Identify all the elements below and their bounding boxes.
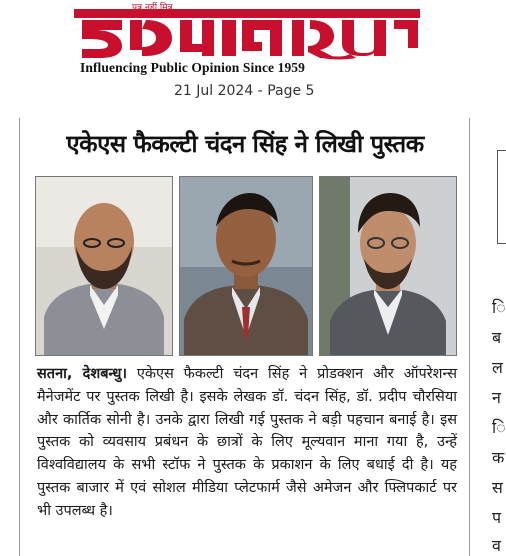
masthead-motto: Influencing Public Opinion Since 1959 — [80, 60, 305, 75]
article-body — [37, 363, 457, 523]
clipping-right-rule — [469, 118, 470, 556]
adjacent-article-box — [497, 150, 506, 244]
adjacent-column-fragment: न — [492, 388, 501, 407]
adjacent-column-fragment: व — [492, 536, 501, 555]
article-body-text: एकेएस फैकल्टी चंदन सिंह ने प्रोडक्शन और ऑपरेशन्स मैनेजमेंट पर पुस्तक लिखी है। इसके लेखक डॉ. चंदन सिंह, डॉ. प्रदीप चौरसिया और कार्तिक सोनी है। उनके द्वारा लिखी गई पुस्तक ने बड़ी पहचान बनाई है। इस पुस्तक को व्यवसाय प्रबंधन के छात्रों के लिए मूल्यवान माना गया है, उन्हें विश्वविद्यालय के सभी स्टॉफ ने पुस्तक के प्रकाशन के लिए बधाई दी है। यह पुस्तक बाजार में एवं सोशल मीडिया प्लेटफार्म जैसे अमेजन और फ्लिपकार्ट पर भी उपलब्ध है। — [37, 366, 458, 519]
clipping-left-rule — [19, 118, 20, 556]
author-photo-2 — [179, 176, 313, 356]
masthead-tagline: पत्र नहीं मित्र — [132, 3, 173, 13]
author-photo-1 — [35, 176, 173, 356]
article-dateline: सतना, देशबन्धु। — [37, 366, 127, 382]
masthead — [0, 0, 503, 110]
author-photo-3 — [319, 176, 457, 356]
edition-dateline: 21 Jul 2024 - Page 5 — [174, 83, 315, 99]
article-headline: एकेएस फैकल्टी चंदन सिंह ने लिखी पुस्तक — [66, 130, 424, 158]
adjacent-column-fragment: ब — [492, 328, 502, 347]
brand-logo — [72, 2, 424, 58]
adjacent-column-fragment: प — [492, 508, 502, 527]
adjacent-column-fragment: स — [492, 478, 503, 497]
adjacent-column-fragment: क — [492, 448, 505, 467]
adjacent-column-fragment: ि — [492, 418, 506, 437]
adjacent-column-fragment: ि — [492, 298, 506, 317]
adjacent-column-fragment: ल — [492, 358, 503, 377]
